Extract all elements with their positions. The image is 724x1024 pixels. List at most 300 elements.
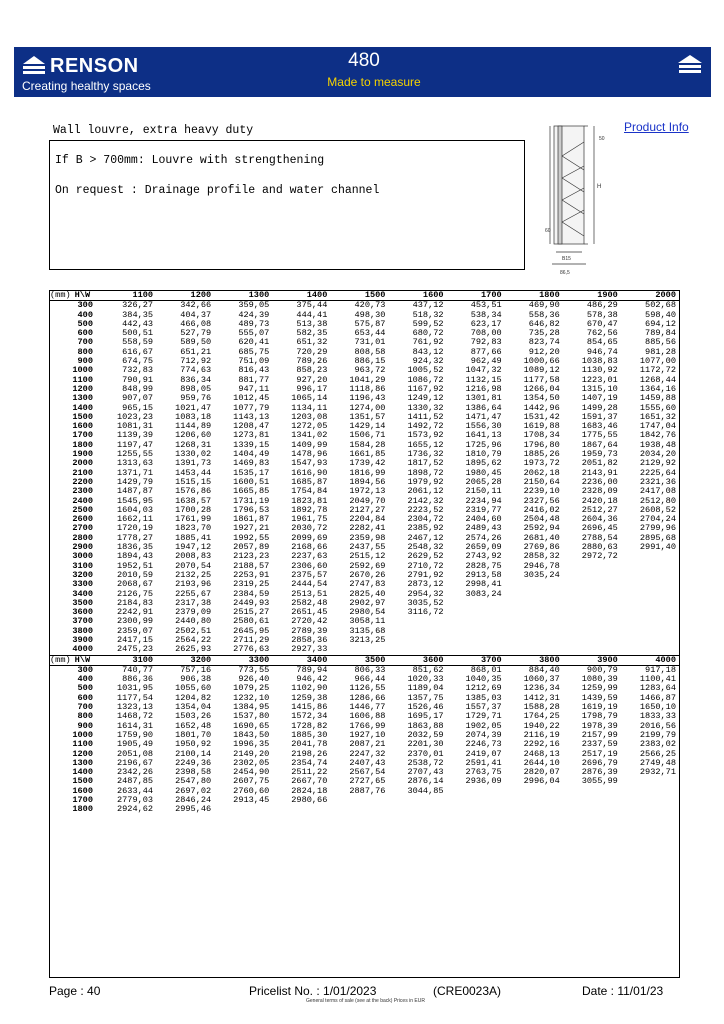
price-cell: 1764,25: [523, 711, 560, 722]
header-bar: [14, 47, 711, 97]
price-cell: 694,12: [645, 318, 676, 329]
price-cell: 900,79: [586, 664, 618, 675]
price-cell: 1823,81: [291, 495, 328, 506]
price-cell: 2417,08: [639, 486, 676, 497]
price-cell: 1894,43: [116, 551, 154, 562]
price-cell: 1817,52: [407, 458, 444, 469]
height-label: 1500: [72, 776, 93, 787]
price-cell: 2319,25: [233, 579, 270, 590]
price-cell: [505, 580, 563, 589]
price-cell: 469,90: [528, 300, 560, 311]
table-row: [50, 805, 679, 814]
price-cell: 1409,99: [291, 439, 328, 450]
price-cell: 2440,80: [175, 616, 212, 627]
price-cell: 2513,51: [291, 588, 328, 599]
price-cell: 674,75: [122, 356, 154, 367]
height-label: 1200: [72, 383, 93, 394]
price-cell: 2876,39: [581, 767, 618, 778]
price-cell: 1471,47: [465, 411, 502, 422]
price-cell: 1429,14: [349, 421, 386, 432]
price-cell: 2591,41: [465, 757, 502, 768]
price-cell: [563, 617, 621, 626]
price-cell: 1249,12: [407, 393, 444, 404]
price-cell: 1728,82: [291, 720, 328, 731]
price-cell: 1885,30: [291, 729, 328, 740]
price-cell: 578,38: [586, 309, 618, 320]
price-cell: 1619,88: [523, 421, 560, 432]
height-label: 2600: [72, 514, 93, 525]
price-cell: 1885,26: [523, 449, 560, 460]
price-cell: 3035,24: [523, 569, 560, 580]
price-cell: 2199,79: [639, 729, 676, 740]
price-cell: 1863,88: [407, 720, 444, 731]
price-cell: [447, 617, 505, 626]
price-cell: 761,92: [412, 337, 444, 348]
price-cell: 2644,10: [523, 757, 560, 768]
price-cell: 1118,86: [349, 383, 386, 394]
price-cell: 1685,87: [291, 476, 328, 487]
price-cell: 1927,21: [233, 523, 270, 534]
price-cell: 1775,55: [581, 430, 618, 441]
notes-box: [49, 140, 525, 270]
price-cell: 2749,48: [639, 757, 676, 768]
price-cell: 1453,44: [175, 467, 212, 478]
price-cell: 2204,84: [349, 514, 386, 525]
price-cell: 2607,75: [233, 776, 270, 787]
price-cell: [330, 645, 388, 655]
price-cell: 2249,36: [175, 757, 212, 768]
price-cell: 2820,07: [523, 767, 560, 778]
height-label: 2200: [72, 476, 93, 487]
price-cell: 1126,55: [349, 683, 386, 694]
price-cell: 1576,86: [175, 486, 212, 497]
price-cell: 420,73: [354, 300, 386, 311]
price-cell: 789,26: [296, 356, 328, 367]
price-cell: 735,28: [528, 328, 560, 339]
price-cell: 1132,15: [465, 374, 502, 385]
price-cell: 359,05: [238, 300, 270, 311]
width-header: 1800: [505, 291, 563, 301]
price-cell: 598,40: [645, 309, 676, 320]
price-cell: 712,92: [180, 356, 212, 367]
price-cell: 708,00: [470, 328, 502, 339]
price-cell: 2769,86: [523, 542, 560, 553]
price-cell: 1404,49: [233, 449, 270, 460]
price-cell: 653,44: [354, 328, 386, 339]
price-cell: [505, 645, 563, 655]
price-cell: 1203,08: [291, 411, 328, 422]
price-cell: 1012,45: [233, 393, 270, 404]
price-cell: 1354,50: [523, 393, 560, 404]
price-cell: 2126,75: [116, 588, 154, 599]
price-cell: 2512,27: [581, 504, 618, 515]
renson-logo-icon: [22, 54, 46, 76]
price-cell: 2065,28: [465, 476, 502, 487]
price-cell: 1591,37: [581, 411, 618, 422]
price-cell: 1600,51: [233, 476, 270, 487]
price-cell: 1469,83: [233, 458, 270, 469]
price-cell: 886,36: [122, 674, 154, 685]
height-label: 2900: [72, 542, 93, 553]
price-cell: 1736,32: [407, 449, 444, 460]
price-cell: 1255,55: [116, 449, 154, 460]
price-cell: 2385,92: [407, 523, 444, 534]
price-cell: 963,72: [354, 365, 386, 376]
price-cell: 2246,73: [465, 739, 502, 750]
price-cell: 486,29: [586, 300, 618, 311]
price-cell: [388, 627, 446, 636]
price-cell: 2449,93: [233, 597, 270, 608]
price-cell: 2629,52: [407, 551, 444, 562]
price-cell: 2670,26: [349, 569, 386, 580]
height-label: 2400: [72, 495, 93, 506]
price-cell: 2010,59: [116, 569, 154, 580]
price-cell: [447, 645, 505, 655]
price-cell: 2946,78: [523, 560, 560, 571]
price-cell: 2824,18: [291, 785, 328, 796]
price-cell: 1616,90: [291, 467, 328, 478]
price-cell: 1273,81: [233, 430, 270, 441]
height-label: 2700: [72, 523, 93, 534]
price-cell: 1731,19: [233, 495, 270, 506]
price-cell: 342,66: [180, 300, 212, 311]
price-cell: 1833,33: [639, 711, 676, 722]
price-cell: 2711,29: [233, 634, 270, 645]
price-cell: 2727,65: [349, 776, 386, 787]
price-cell: 518,32: [412, 309, 444, 320]
price-cell: 2789,39: [291, 625, 328, 636]
price-cell: 3213,25: [349, 634, 386, 645]
price-cell: 1861,87: [233, 514, 270, 525]
price-cell: 2991,40: [639, 542, 676, 553]
price-cell: 2696,79: [581, 757, 618, 768]
price-cell: 1798,79: [581, 711, 618, 722]
price-cell: 1236,34: [523, 683, 560, 694]
price-cell: 2008,83: [175, 551, 212, 562]
price-cell: 1938,48: [639, 439, 676, 450]
price-cell: 3116,72: [407, 607, 444, 618]
price-cell: 2980,54: [349, 607, 386, 618]
price-cell: 2444,54: [291, 579, 328, 590]
price-cell: 1810,79: [465, 449, 502, 460]
price-cell: 1167,92: [407, 383, 444, 394]
price-cell: 1662,11: [116, 514, 154, 525]
price-cell: 2437,55: [349, 542, 386, 553]
height-label: 300: [77, 664, 93, 675]
price-cell: 731,01: [354, 337, 386, 348]
price-cell: 1526,46: [407, 702, 444, 713]
product-info-link[interactable]: Product Info: [624, 120, 689, 134]
price-cell: 762,56: [586, 328, 618, 339]
price-cell: [447, 627, 505, 636]
price-cell: [563, 562, 621, 571]
price-cell: 2068,67: [116, 579, 154, 590]
price-cell: 1992,55: [233, 532, 270, 543]
price-cell: 2242,91: [116, 607, 154, 618]
price-cell: 2828,75: [465, 560, 502, 571]
price-cell: 513,38: [296, 318, 328, 329]
price-cell: 651,32: [296, 337, 328, 348]
price-cell: 2791,92: [407, 569, 444, 580]
price-cell: 1638,57: [175, 495, 212, 506]
price-cell: 1077,00: [639, 356, 676, 367]
price-cell: 1315,10: [581, 383, 618, 394]
price-cell: 1079,25: [233, 683, 270, 694]
price-cell: 2604,36: [581, 514, 618, 525]
price-cell: 2858,32: [523, 551, 560, 562]
price-cell: 1172,72: [639, 365, 676, 376]
price-cell: 1979,92: [407, 476, 444, 487]
price-cell: [621, 805, 679, 814]
price-cell: 2574,26: [465, 532, 502, 543]
price-cell: 2157,99: [581, 729, 618, 740]
price-cell: 623,17: [470, 318, 502, 329]
price-cell: [214, 805, 272, 814]
price-cell: 1651,32: [639, 411, 676, 422]
price-cell: 527,79: [180, 328, 212, 339]
dim-label: 86,5: [560, 270, 570, 276]
height-label: 900: [77, 356, 93, 367]
price-cell: 1102,90: [291, 683, 328, 694]
price-cell: 2548,32: [407, 542, 444, 553]
price-cell: [447, 636, 505, 645]
price-cell: [621, 787, 679, 796]
price-cell: [621, 562, 679, 571]
price-cell: 858,23: [296, 365, 328, 376]
price-cell: 1411,52: [407, 411, 444, 422]
price-cell: 2564,22: [175, 634, 212, 645]
price-cell: 877,66: [470, 346, 502, 357]
price-cell: 898,05: [180, 383, 212, 394]
price-cell: 2667,70: [291, 776, 328, 787]
price-cell: 2379,09: [175, 607, 212, 618]
price-cell: 404,37: [180, 309, 212, 320]
price-cell: 2416,02: [523, 504, 560, 515]
price-cell: [447, 796, 505, 805]
price-cell: 2142,32: [407, 495, 444, 506]
price-cell: 2825,40: [349, 588, 386, 599]
price-cell: 868,01: [470, 664, 502, 675]
price-cell: 3058,11: [349, 616, 386, 627]
price-cell: [505, 787, 563, 796]
price-cell: 1020,33: [407, 674, 444, 685]
price-cell: [563, 787, 621, 796]
price-cell: 1700,28: [175, 504, 212, 515]
price-cell: 1268,44: [639, 374, 676, 385]
price-cell: 2743,92: [465, 551, 502, 562]
price-cell: 1588,28: [523, 702, 560, 713]
price-cell: 375,44: [296, 300, 328, 311]
price-cell: 996,17: [296, 383, 328, 394]
price-cell: 1134,11: [291, 402, 328, 413]
price-cell: 1330,02: [175, 449, 212, 460]
price-cell: [621, 580, 679, 589]
price-cell: 670,47: [586, 318, 618, 329]
price-cell: 885,56: [645, 337, 676, 348]
price-cell: 1357,75: [407, 692, 444, 703]
price-cell: 1754,84: [291, 486, 328, 497]
height-label: 400: [77, 309, 93, 320]
price-cell: 2504,48: [523, 514, 560, 525]
height-label: 4000: [72, 644, 93, 655]
price-cell: 1867,64: [581, 439, 618, 450]
price-cell: 1268,31: [175, 439, 212, 450]
price-cell: 2404,60: [465, 514, 502, 525]
louvre-section-drawing: [544, 122, 616, 282]
price-cell: 2099,69: [291, 532, 328, 543]
price-cell: 1980,45: [465, 467, 502, 478]
price-cell: 1301,81: [465, 393, 502, 404]
price-cell: 2150,64: [523, 476, 560, 487]
price-cell: 2074,39: [465, 729, 502, 740]
price-cell: 792,83: [470, 337, 502, 348]
price-cell: 2407,43: [349, 757, 386, 768]
height-label: 700: [77, 702, 93, 713]
price-cell: 2041,78: [291, 739, 328, 750]
price-cell: 2057,89: [233, 542, 270, 553]
price-cell: 326,27: [122, 300, 154, 311]
price-cell: 2467,12: [407, 532, 444, 543]
price-cell: 2512,80: [639, 495, 676, 506]
price-cell: [621, 590, 679, 599]
price-cell: 2468,13: [523, 748, 560, 759]
price-cell: 1286,66: [349, 692, 386, 703]
price-cell: 2720,42: [291, 616, 328, 627]
price-cell: 959,76: [180, 393, 212, 404]
price-cell: 1354,04: [175, 702, 212, 713]
price-cell: 1283,64: [639, 683, 676, 694]
price-cell: 732,83: [122, 365, 154, 376]
price-cell: [563, 636, 621, 645]
price-cell: 2858,36: [291, 634, 328, 645]
height-label: 3800: [72, 625, 93, 636]
price-cell: 2696,45: [581, 523, 618, 534]
price-cell: 2972,72: [581, 551, 618, 562]
price-cell: 2292,16: [523, 739, 560, 750]
height-label: 3700: [72, 616, 93, 627]
width-header: 1600: [388, 291, 446, 301]
price-cell: 2030,72: [291, 523, 328, 534]
price-cell: 1047,32: [465, 365, 502, 376]
price-cell: 965,15: [122, 402, 154, 413]
price-cell: 2913,58: [465, 569, 502, 580]
price-cell: 2876,14: [407, 776, 444, 787]
price-cell: 1547,93: [291, 458, 328, 469]
price-cell: 1081,31: [116, 421, 154, 432]
price-cell: 2511,22: [291, 767, 328, 778]
price-cell: 1391,73: [175, 458, 212, 469]
price-cell: [388, 645, 446, 655]
height-label: 1300: [72, 757, 93, 768]
price-cell: 1143,13: [233, 411, 270, 422]
price-cell: 2300,99: [116, 616, 154, 627]
price-cell: 1468,72: [116, 711, 154, 722]
price-cell: 555,07: [238, 328, 270, 339]
price-cell: 1021,47: [175, 402, 212, 413]
price-cell: [621, 608, 679, 617]
height-label: 1500: [72, 411, 93, 422]
price-cell: 1894,56: [349, 476, 386, 487]
price-cell: [621, 645, 679, 655]
price-cell: 1665,85: [233, 486, 270, 497]
price-cell: 1259,38: [291, 692, 328, 703]
price-cell: 3083,24: [465, 588, 502, 599]
price-cell: 2051,82: [581, 458, 618, 469]
price-cell: 2337,59: [581, 739, 618, 750]
price-cell: 685,75: [238, 346, 270, 357]
price-cell: 1842,76: [639, 430, 676, 441]
price-cell: 2188,57: [233, 560, 270, 571]
price-cell: 1584,28: [349, 439, 386, 450]
price-cell: 651,21: [180, 346, 212, 357]
width-header: 3900: [563, 655, 621, 665]
height-label: 1600: [72, 421, 93, 432]
price-cell: [621, 796, 679, 805]
price-cell: 1487,87: [116, 486, 154, 497]
price-cell: [563, 580, 621, 589]
height-label: 2500: [72, 504, 93, 515]
price-table: [49, 290, 680, 978]
price-cell: 2954,32: [407, 588, 444, 599]
price-cell: 2902,97: [349, 597, 386, 608]
price-cell: 1478,96: [291, 449, 328, 460]
price-cell: 2016,56: [639, 720, 676, 731]
price-cell: [563, 571, 621, 580]
price-cell: 424,39: [238, 309, 270, 320]
price-cell: 1892,78: [291, 504, 328, 515]
price-cell: 2895,68: [639, 532, 676, 543]
price-cell: [505, 599, 563, 608]
price-cell: 1996,35: [233, 739, 270, 750]
price-cell: 444,41: [296, 309, 328, 320]
price-cell: 1515,15: [175, 476, 212, 487]
price-cell: 757,16: [180, 664, 212, 675]
price-cell: 1816,99: [349, 467, 386, 478]
price-cell: 1429,79: [116, 476, 154, 487]
price-cell: 2319,77: [465, 504, 502, 515]
price-cell: [505, 636, 563, 645]
price-cell: 1950,92: [175, 739, 212, 750]
price-cell: 1189,04: [407, 683, 444, 694]
price-cell: 1055,60: [175, 683, 212, 694]
price-cell: 620,41: [238, 337, 270, 348]
price-cell: 774,63: [180, 365, 212, 376]
price-cell: [563, 627, 621, 636]
price-cell: [505, 590, 563, 599]
height-label: 3600: [72, 607, 93, 618]
price-cell: 1196,43: [349, 393, 386, 404]
height-label: 400: [77, 674, 93, 685]
made-to-measure: Made to measure: [327, 75, 421, 89]
height-label: 800: [77, 711, 93, 722]
price-cell: 1371,71: [116, 467, 154, 478]
price-cell: 2547,80: [175, 776, 212, 787]
price-cell: 2880,63: [581, 542, 618, 553]
price-cell: 1216,98: [465, 383, 502, 394]
price-cell: [621, 777, 679, 786]
model-number: 480: [348, 50, 380, 71]
hw-label: H\W: [74, 654, 91, 665]
price-cell: 843,12: [412, 346, 444, 357]
price-cell: 2515,27: [233, 607, 270, 618]
price-cell: 1384,95: [233, 702, 270, 713]
height-label: 600: [77, 328, 93, 339]
price-cell: 1000,66: [523, 356, 560, 367]
price-cell: [621, 636, 679, 645]
price-cell: 2763,75: [465, 767, 502, 778]
height-label: 1100: [72, 739, 93, 750]
price-cell: 906,38: [180, 674, 212, 685]
